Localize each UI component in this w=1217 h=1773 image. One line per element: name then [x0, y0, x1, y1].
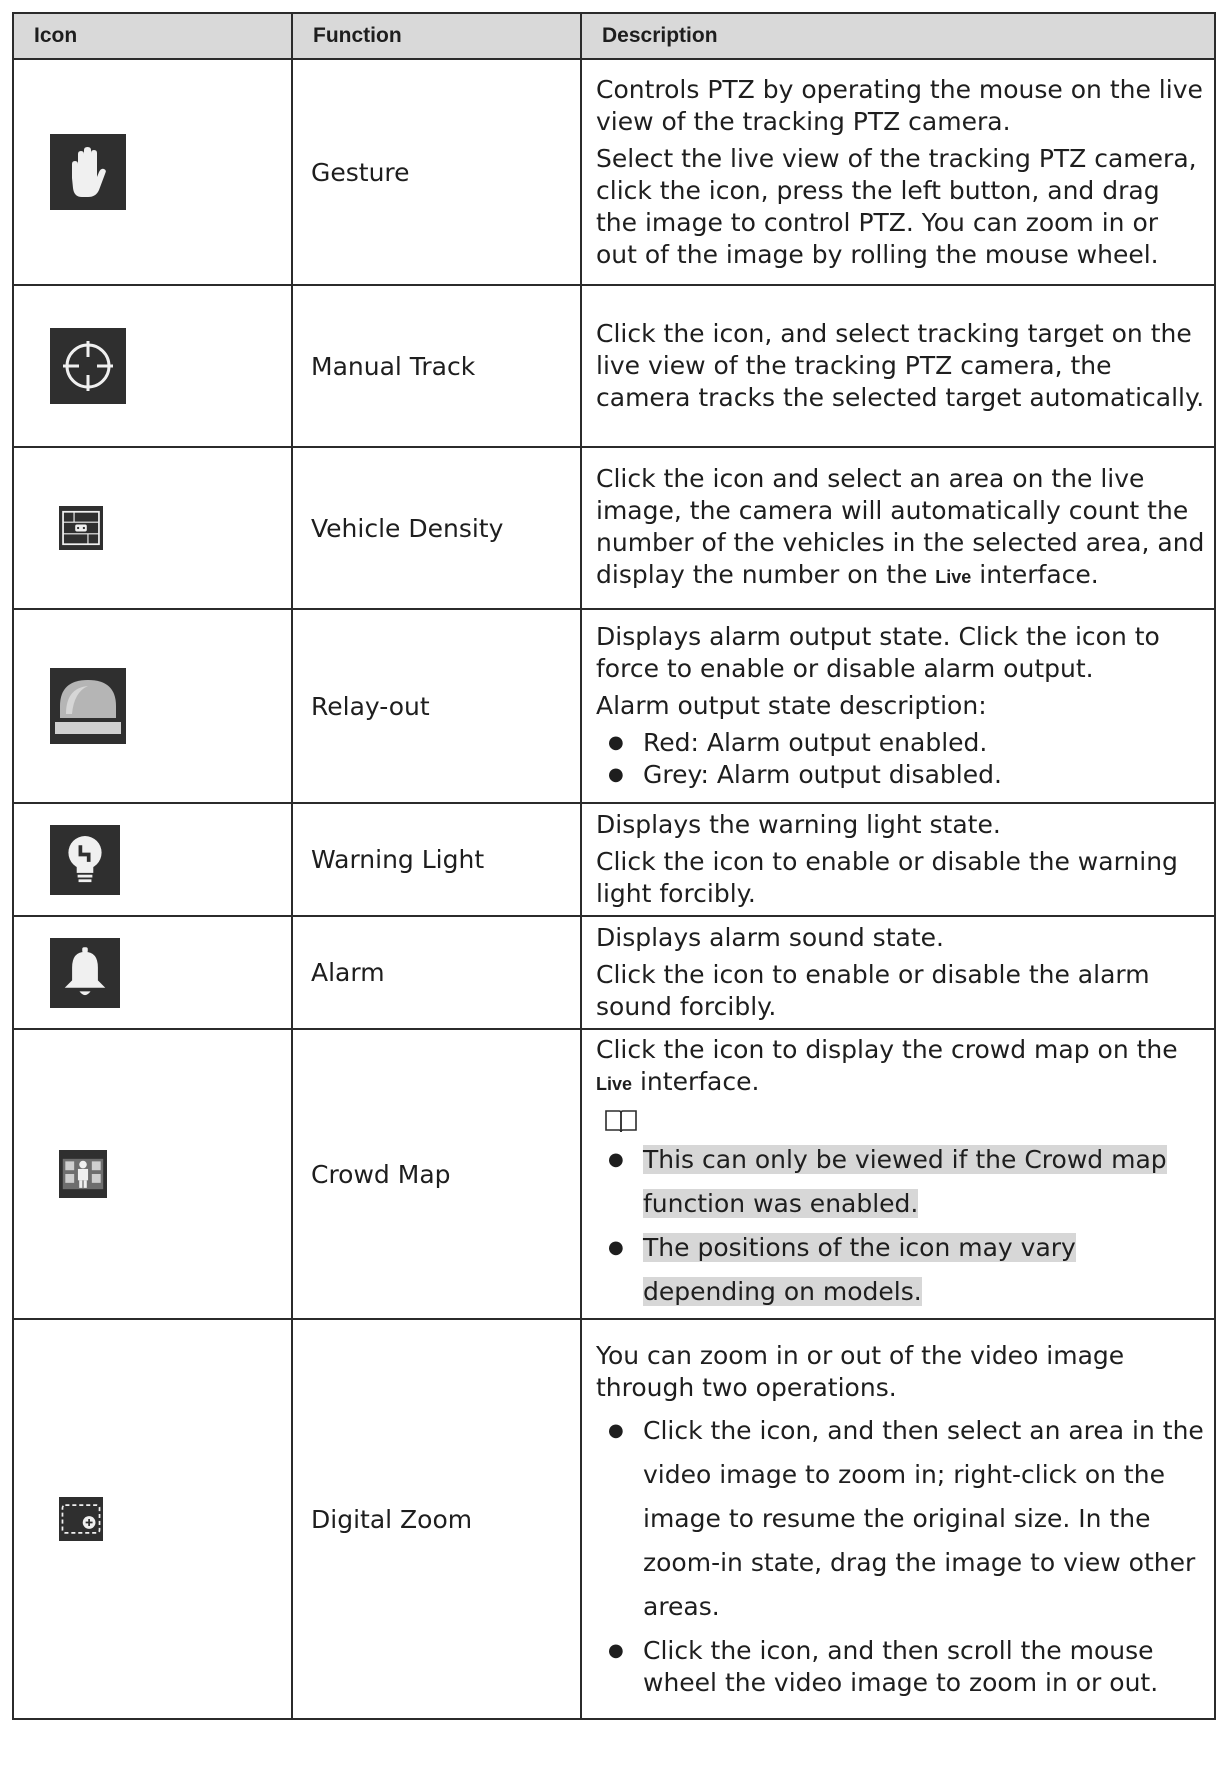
description-cell	[581, 803, 1215, 916]
description-text: Click the icon to display the crowd map on the	[596, 1035, 1178, 1064]
table-row-digital-zoom	[13, 1319, 1215, 1719]
list-item	[596, 1138, 1206, 1226]
function-label: Manual Track	[292, 285, 581, 447]
ui-term-live: Live	[596, 1074, 633, 1094]
description-text: Click the icon to enable or disable the alarm sound forcibly.	[596, 960, 1150, 1021]
gesture-hand-icon	[50, 134, 126, 210]
description-text: Displays alarm sound state.	[596, 923, 944, 952]
note-text: The positions of the icon may vary depending on models.	[643, 1233, 1076, 1306]
description-text: You can zoom in or out of the video image through two operations.	[596, 1340, 1125, 1402]
note-bullet-list	[596, 1138, 1206, 1314]
function-label: Alarm	[292, 916, 581, 1029]
vehicle-density-icon	[50, 506, 112, 550]
description-cell	[581, 1319, 1215, 1719]
note-book-icon	[604, 1108, 638, 1134]
table-row-alarm	[13, 916, 1215, 1029]
note-text: This can only be viewed if the Crowd map function was enabled.	[643, 1145, 1167, 1218]
table-row-warning-light	[13, 803, 1215, 916]
description-text: Displays the warning light state.	[596, 810, 1001, 839]
description-text: interface.	[971, 560, 1099, 589]
table-row-vehicle-density	[13, 447, 1215, 609]
description-text: Controls PTZ by operating the mouse on the live view of the tracking PTZ camera.	[596, 74, 1203, 136]
list-item: ● Grey: Alarm output disabled.	[596, 759, 1206, 791]
header-description: Description	[581, 13, 1215, 59]
description-text: Click the icon and select an area on the live image, the camera will automatically count the number of the vehicles in the selected area, and display the number on the	[596, 464, 1205, 589]
alarm-bell-icon	[50, 938, 120, 1008]
crowd-map-icon	[50, 1150, 116, 1198]
table-row-gesture	[13, 59, 1215, 285]
function-label: Digital Zoom	[292, 1319, 581, 1719]
description-text: interface.	[632, 1067, 760, 1096]
function-label: Relay-out	[292, 609, 581, 803]
icon-function-table	[12, 12, 1216, 1720]
description-text: Displays alarm output state. Click the icon to force to enable or disable alarm output.	[596, 622, 1160, 683]
description-cell	[581, 916, 1215, 1029]
function-label: Gesture	[292, 59, 581, 285]
list-item	[596, 1226, 1206, 1314]
digital-zoom-icon	[50, 1497, 112, 1541]
description-text: Select the live view of the tracking PTZ camera, click the icon, press the left button, and drag the image to control PTZ. You can zoom in or out of the image by rolling the mouse wheel.	[596, 143, 1197, 269]
list-item: ● Red: Alarm output enabled.	[596, 727, 1206, 759]
description-text: Click the icon, and select tracking target on the live view of the tracking PTZ camera, the camera tracks the selected target automatically.	[596, 319, 1205, 412]
function-label: Warning Light	[292, 803, 581, 916]
warning-light-bulb-icon	[50, 825, 120, 895]
table-row-relay-out	[13, 609, 1215, 803]
relay-out-alarm-light-icon	[50, 668, 126, 744]
bullet-list	[596, 1409, 1206, 1699]
header-row	[13, 13, 1215, 59]
function-label: Crowd Map	[292, 1029, 581, 1319]
description-text: Click the icon to enable or disable the warning light forcibly.	[596, 847, 1178, 908]
description-cell	[581, 609, 1215, 803]
list-item: ● Click the icon, and then select an area in the video image to zoom in; right-click on the image to resume the original size. In the zoom-in state, drag the image to view other areas.	[596, 1409, 1206, 1629]
list-item: ● Click the icon, and then scroll the mouse wheel the video image to zoom in or out.	[596, 1635, 1206, 1699]
table-row-manual-track	[13, 285, 1215, 447]
ui-term-live: Live	[935, 567, 972, 587]
bullet-list	[596, 727, 1206, 791]
table-row-crowd-map	[13, 1029, 1215, 1319]
description-cell	[581, 447, 1215, 609]
description-cell	[581, 1029, 1215, 1319]
description-cell	[581, 285, 1215, 447]
header-function: Function	[292, 13, 581, 59]
description-cell	[581, 59, 1215, 285]
manual-track-crosshair-icon	[50, 328, 126, 404]
function-label: Vehicle Density	[292, 447, 581, 609]
header-icon: Icon	[13, 13, 292, 59]
description-text: Alarm output state description:	[596, 691, 987, 720]
